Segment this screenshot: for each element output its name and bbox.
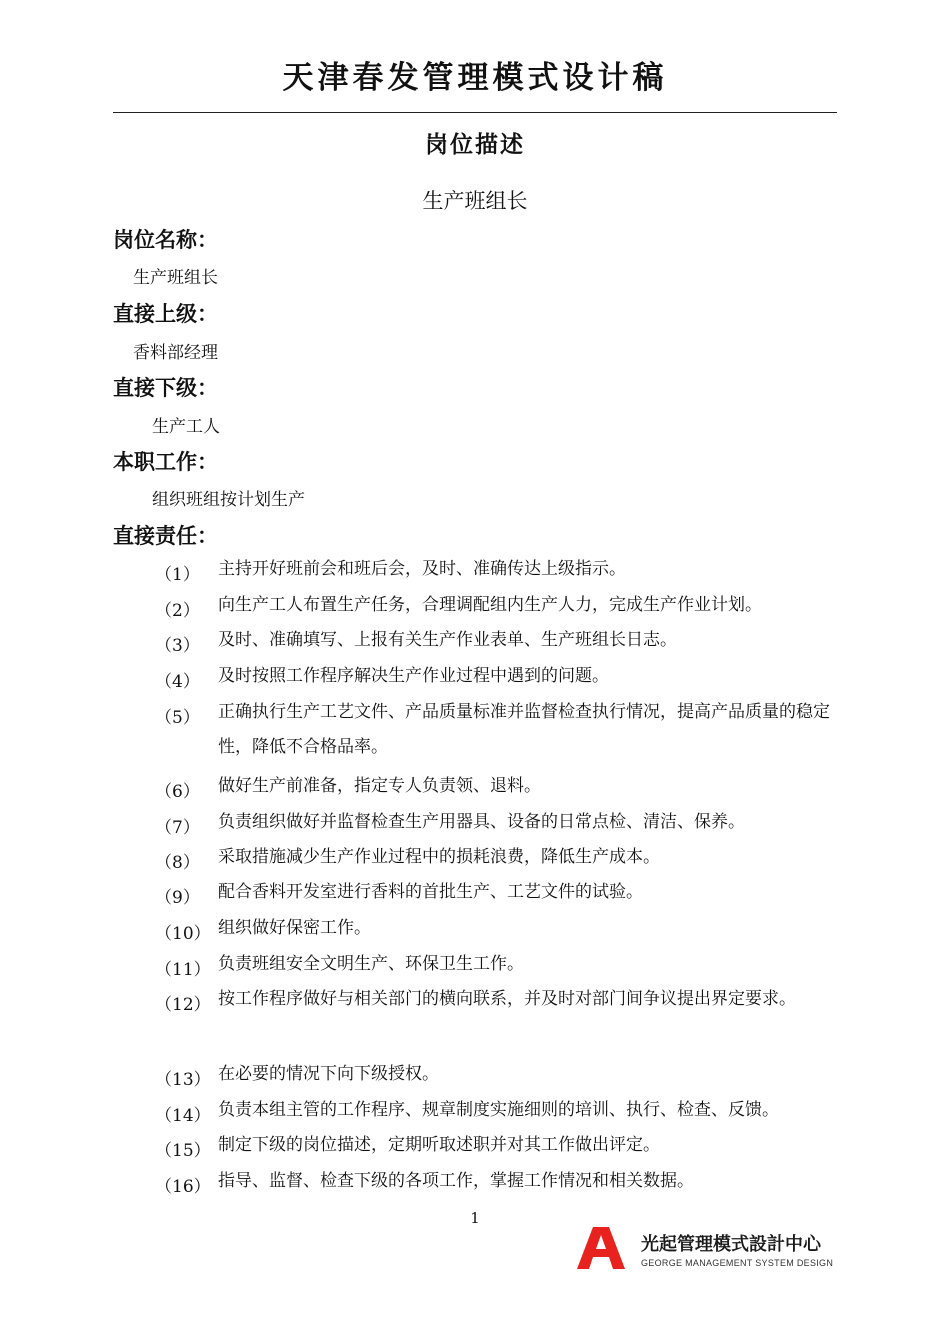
responsibility-number: （10） [155,924,211,944]
responsibility-number: （7） [155,818,200,838]
responsibility-text: 负责组织做好并监督检查生产用器具、设备的日常点检、清洁、保养。 [218,812,745,832]
responsibility-number: （11） [155,960,211,980]
responsibility-text: 采取措施减少生产作业过程中的损耗浪费，降低生产成本。 [218,847,660,867]
direct-subordinate-value: 生产工人 [152,417,220,437]
responsibility-number: （8） [155,853,200,873]
responsibility-text: 主持开好班前会和班后会，及时、准确传达上级指示。 [218,559,626,579]
responsibility-text: 负责班组安全文明生产、环保卫生工作。 [218,954,524,974]
section-heading-direct-subordinate: 直接下级： [113,376,218,400]
responsibility-number: （4） [155,672,200,692]
position-name-value: 生产班组长 [133,268,218,288]
direct-superior-value: 香料部经理 [133,343,218,363]
page-number: 1 [470,1209,480,1227]
header-rule [113,112,837,113]
section-heading-direct-superior: 直接上级： [113,302,218,326]
responsibility-number: （1） [155,565,200,585]
logo-name: 光起管理模式設計中心 [641,1234,821,1255]
logo-mark-icon [575,1227,627,1269]
document-subtitle: 生产班组长 [422,189,528,213]
main-duty-value: 组织班组按计划生产 [152,490,305,510]
responsibility-number: （3） [155,636,200,656]
responsibility-number: （6） [155,782,200,802]
responsibility-text: 制定下级的岗位描述，定期听取述职并对其工作做出评定。 [218,1135,660,1155]
responsibility-text: 配合香料开发室进行香料的首批生产、工艺文件的试验。 [218,882,643,902]
responsibility-text: 做好生产前准备，指定专人负责领、退料。 [218,776,541,796]
logo-subtitle: GEORGE MANAGEMENT SYSTEM DESIGN [641,1258,834,1268]
section-heading-direct-responsibilities: 直接责任： [113,524,218,548]
company-logo [575,1227,840,1271]
document-title: 岗位描述 [425,131,525,158]
responsibility-text: 按工作程序做好与相关部门的横向联系，并及时对部门间争议提出界定要求。 [218,989,796,1009]
responsibility-number: （9） [155,888,200,908]
responsibility-text: 指导、监督、检查下级的各项工作，掌握工作情况和相关数据。 [218,1171,694,1191]
responsibility-number: （2） [155,601,200,621]
responsibility-number: （12） [155,995,211,1015]
responsibility-number: （13） [155,1070,211,1090]
responsibility-text: 及时、准确填写、上报有关生产作业表单、生产班组长日志。 [218,630,677,650]
section-heading-position-name: 岗位名称： [113,228,218,252]
responsibility-number: （15） [155,1141,211,1161]
responsibility-number: （5） [155,708,200,728]
responsibility-text: 负责本组主管的工作程序、规章制度实施细则的培训、执行、检查、反馈。 [218,1100,779,1120]
responsibility-text: 正确执行生产工艺文件、产品质量标准并监督检查执行情况，提高产品质量的稳定性，降低不合格品率。 [218,702,830,757]
responsibility-number: （14） [155,1106,211,1126]
responsibility-text: 向生产工人布置生产任务，合理调配组内生产人力，完成生产作业计划。 [218,595,762,615]
section-heading-main-duty: 本职工作： [113,450,218,474]
responsibility-text: 及时按照工作程序解决生产作业过程中遇到的问题。 [218,666,609,686]
responsibility-text: 在必要的情况下向下级授权。 [218,1064,439,1084]
responsibility-text: 组织做好保密工作。 [218,918,371,938]
header-title: 天津春发管理模式设计稿 [282,60,668,96]
responsibility-number: （16） [155,1177,211,1197]
